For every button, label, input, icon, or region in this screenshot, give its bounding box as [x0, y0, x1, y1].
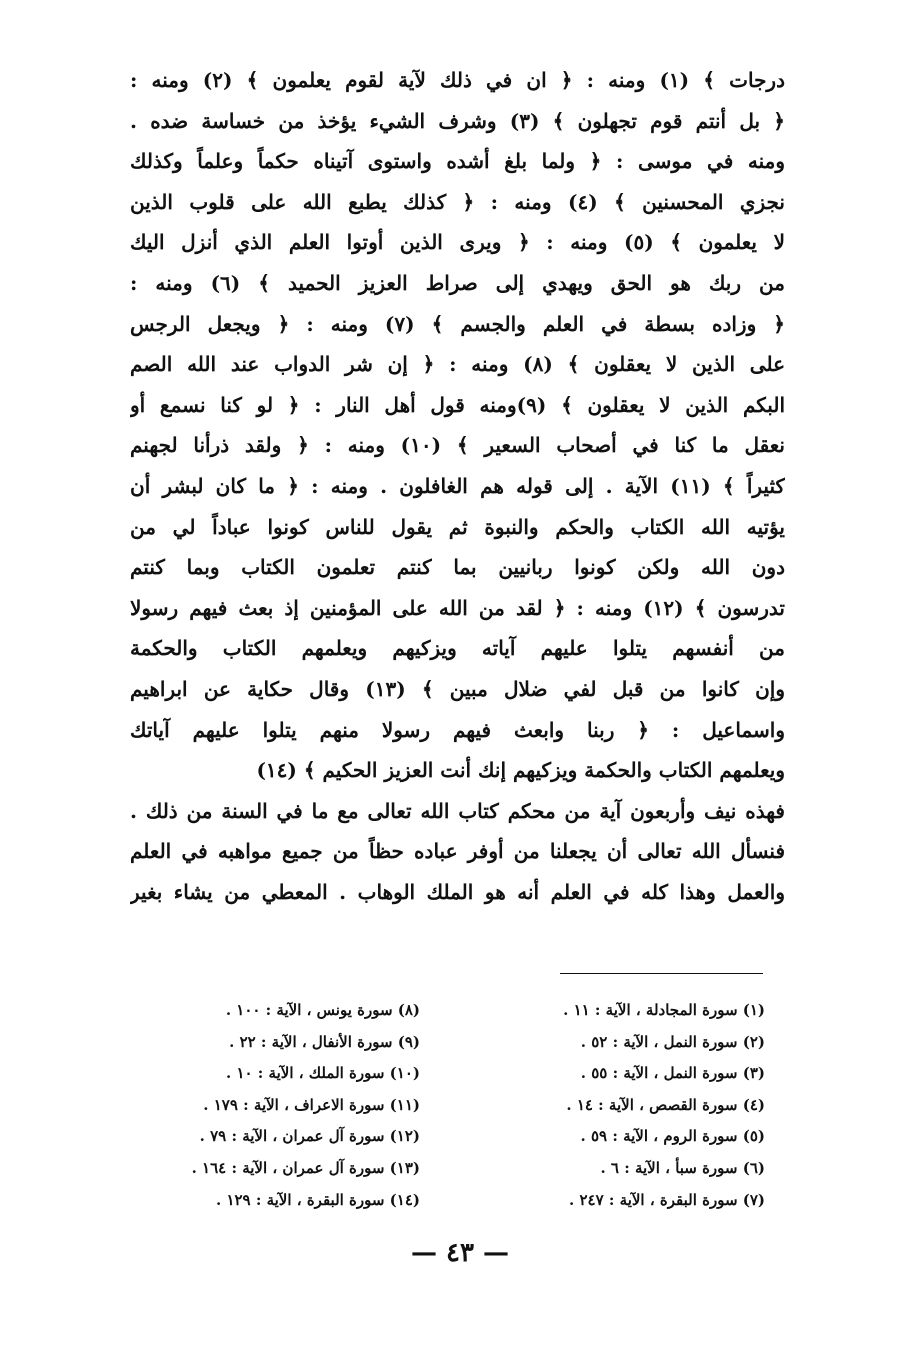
footnote: (٧) سورة البقرة ، الآية : ٢٤٧ .: [569, 1190, 765, 1209]
text-line: نجزي المحسنين ﴾ (٤) ومنه : ﴿ كذلك يطبع الله على قلوب الذين: [130, 189, 785, 214]
footnote: (١٣) سورة آل عمران ، الآية : ١٦٤ .: [191, 1158, 420, 1177]
text-line: درجات ﴾ (١) ومنه : ﴿ ان في ذلك لآية لقوم يعلمون ﴾ (٢) ومنه :: [130, 68, 785, 92]
text-line: كثيراً ﴾ (١١) الآية . إلى قوله هم الغافلون . ومنه : ﴿ ما كان لبشر أن: [130, 473, 785, 498]
footnote: (٥) سورة الروم ، الآية : ٥٩ .: [580, 1127, 765, 1146]
text-line: فهذه نيف وأربعون آية من محكم كتاب الله تعالى مع ما في السنة من ذلك .: [130, 798, 785, 823]
text-line: ﴿ وزاده بسطة في العلم والجسم ﴾ (٧) ومنه : ﴿ ويجعل الرجس: [130, 311, 785, 336]
footnote-divider: [560, 973, 763, 974]
text-line: ﴿ بل أنتم قوم تجهلون ﴾ (٣) وشرف الشيء يؤخذ من خساسة ضده .: [130, 108, 785, 133]
text-line: واسماعيل : ﴿ ربنا وابعث فيهم رسولا منهم يتلوا عليهم آياتك: [130, 717, 785, 742]
text-line: والعمل وهذا كله في العلم أنه هو الملك الوهاب . المعطي من يشاء بغير: [130, 879, 785, 904]
main-text: [130, 60, 785, 912]
text-line: من ربك هو الحق ويهدي إلى صراط العزيز الحميد ﴾ (٦) ومنه :: [130, 270, 785, 295]
text-line: وإن كانوا من قبل لفي ضلال مبين ﴾ (١٣) وقال حكاية عن ابراهيم: [130, 676, 785, 701]
footnote: (١٤) سورة البقرة ، الآية : ١٢٩ .: [215, 1190, 420, 1209]
text-line: دون الله ولكن كونوا ربانيين بما كنتم تعلمون الكتاب وبما كنتم: [130, 555, 785, 580]
footnotes-column-right: [500, 995, 765, 1216]
text-line: من أنفسهم يتلوا عليهم آياته ويزكيهم ويعلمهم الكتاب والحكمة: [130, 636, 785, 661]
text-line: نعقل ما كنا في أصحاب السعير ﴾ (١٠) ومنه : ﴿ ولقد ذرأنا لجهنم: [130, 433, 785, 458]
footnote: (٤) سورة القصص ، الآية : ١٤ .: [566, 1095, 765, 1114]
footnote: (١٠) سورة الملك ، الآية : ١٠ .: [226, 1064, 420, 1083]
text-line: ومنه في موسى : ﴿ ولما بلغ أشده واستوى آتيناه حكماً وعلماً وكذلك: [130, 149, 785, 174]
text-line: يؤتيه الله الكتاب والحكم والنبوة ثم يقول للناس كونوا عباداً لي من: [130, 514, 785, 539]
footnote: (٨) سورة يونس ، الآية : ١٠٠ .: [225, 1001, 420, 1019]
footnote: (١١) سورة الاعراف ، الآية : ١٧٩ .: [203, 1095, 420, 1114]
text-line: على الذين لا يعقلون ﴾ (٨) ومنه : ﴿ إن شر الدواب عند الله الصم: [130, 352, 785, 377]
footnote: (٩) سورة الأنفال ، الآية : ٢٢ .: [229, 1032, 420, 1051]
footnotes-column-left: [120, 995, 420, 1216]
footnote: (١) سورة المجادلة ، الآية : ١١ .: [563, 1001, 765, 1019]
text-line: فنسأل الله تعالى أن يجعلنا من أوفر عباده حظاً من جميع مواهبه في العلم: [130, 839, 785, 864]
text-line: البكم الذين لا يعقلون ﴾ (٩)ومنه قول أهل النار : ﴿ لو كنا نسمع أو: [130, 392, 785, 417]
text-line: ويعلمهم الكتاب والحكمة ويزكيهم إنك أنت العزيز الحكيم ﴾ (١٤): [256, 758, 785, 783]
footnote: (٣) سورة النمل ، الآية : ٥٥ .: [580, 1064, 765, 1083]
page-number: — ٤٣ —: [410, 1238, 510, 1268]
footnote: (٦) سورة سبأ ، الآية : ٦ ‌.: [600, 1158, 765, 1177]
footnote: (٢) سورة النمل ، الآية : ٥٢ .: [580, 1032, 765, 1051]
text-line: لا يعلمون ﴾ (٥) ومنه : ﴿ ويرى الذين أوتوا العلم الذي أنزل اليك: [130, 230, 785, 255]
text-line: تدرسون ﴾ (١٢) ومنه : ﴿ لقد من الله على المؤمنين إذ بعث فيهم رسولا: [130, 595, 785, 620]
footnote: (١٢) سورة آل عمران ، الآية : ٧٩ .: [199, 1127, 420, 1146]
